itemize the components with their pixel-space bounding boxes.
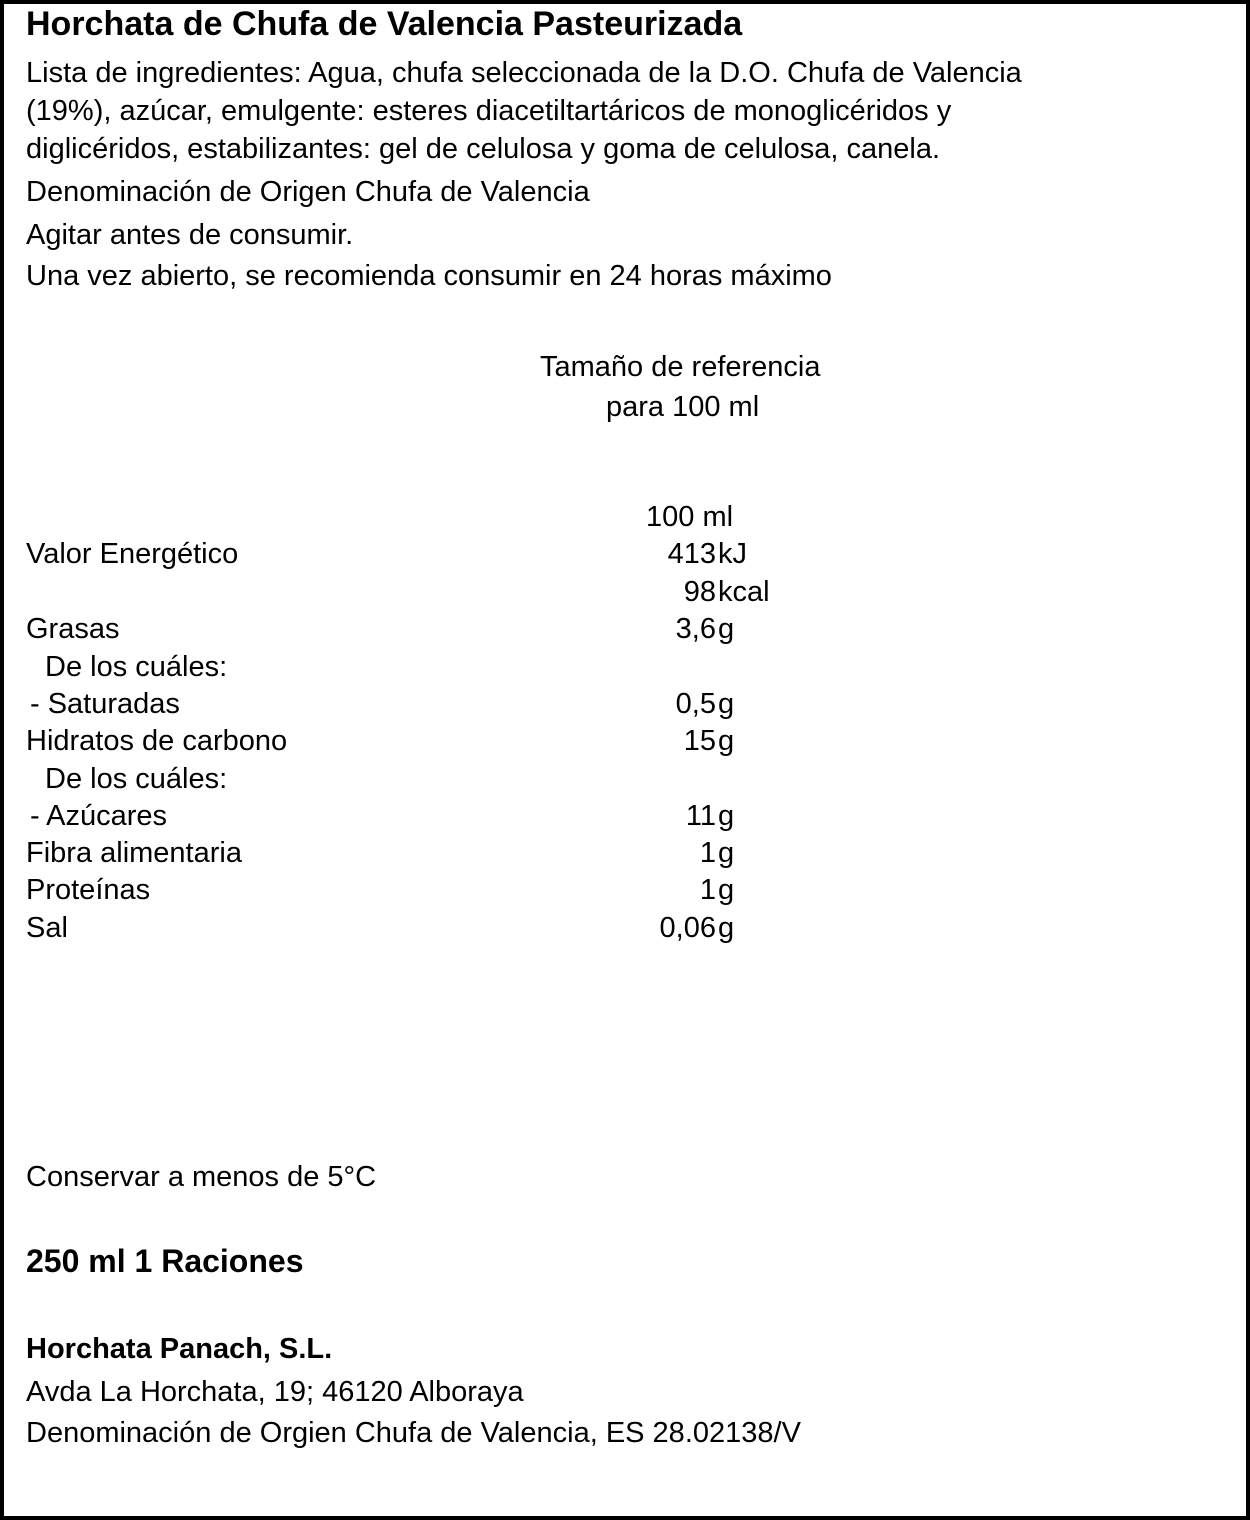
nutrient-label-saturated: - Saturadas [30,688,180,720]
nutrient-value-energy-kj: 413 [667,538,716,570]
nutrient-value-saturated: 0,5 [675,688,716,720]
nutrient-label-sugars: - Azúcares [30,800,167,832]
nutrient-label-fibre: Fibra alimentaria [26,837,242,869]
ingredients-line-3: diglicéridos, estabilizantes: gel de celulosa y goma de celulosa, canela. [26,133,941,165]
ingredients-line-2: (19%), azúcar, emulgente: esteres diacetiltartáricos de monoglicéridos y [26,95,952,127]
nutrient-value-carbohydrates: 15 [683,725,716,757]
nutrient-unit-salt: g [718,912,735,944]
nutrient-label-energy: Valor Energético [26,538,239,570]
nutrient-unit-fat: g [718,613,735,645]
nutrient-label-carbohydrates: Hidratos de carbono [26,725,288,757]
nutrient-value-fibre: 1 [699,837,716,869]
nutrient-unit-kj: kJ [718,538,747,570]
origin-statement: Denominación de Origen Chufa de Valencia [26,176,590,208]
column-header: 100 ml [646,501,734,533]
nutrient-unit-kcal: kcal [718,576,770,608]
nutrient-value-protein: 1 [699,874,716,906]
portion-info: 250 ml 1 Raciones [26,1243,304,1279]
nutrient-value-fat: 3,6 [675,613,716,645]
reference-size-line-2: para 100 ml [606,391,760,423]
reference-size-line-1: Tamaño de referencia [540,351,821,383]
company-name: Horchata Panach, S.L. [26,1333,333,1365]
nutrient-unit-protein: g [718,874,735,906]
open-advice: Una vez abierto, se recomienda consumir en 24 horas máximo [26,260,832,292]
nutrient-unit-saturated: g [718,688,735,720]
nutrient-value-salt: 0,06 [659,912,716,944]
nutrient-unit-carbohydrates: g [718,725,735,757]
shake-instruction: Agitar antes de consumir. [26,219,354,251]
nutrient-label-salt: Sal [26,912,68,944]
product-title: Horchata de Chufa de Valencia Pasteurizada [26,5,743,43]
nutrient-value-sugars: 11 [685,800,716,832]
nutrient-value-energy-kcal: 98 [683,576,716,608]
nutrient-label-fat: Grasas [26,613,120,645]
company-registry: Denominación de Orgien Chufa de Valencia, ES 28.02138/V [26,1417,801,1449]
nutrient-unit-sugars: g [718,800,735,832]
storage-instruction: Conservar a menos de 5°C [26,1161,377,1193]
company-address: Avda La Horchata, 19; 46120 Alboraya [26,1376,524,1408]
nutrient-label-of-which-1: De los cuáles: [45,651,228,683]
nutrient-label-of-which-2: De los cuáles: [45,763,228,795]
nutrient-unit-fibre: g [718,837,735,869]
ingredients-line-1: Lista de ingredientes: Agua, chufa seleccionada de la D.O. Chufa de Valencia [26,57,1022,89]
nutrient-label-protein: Proteínas [26,874,151,906]
